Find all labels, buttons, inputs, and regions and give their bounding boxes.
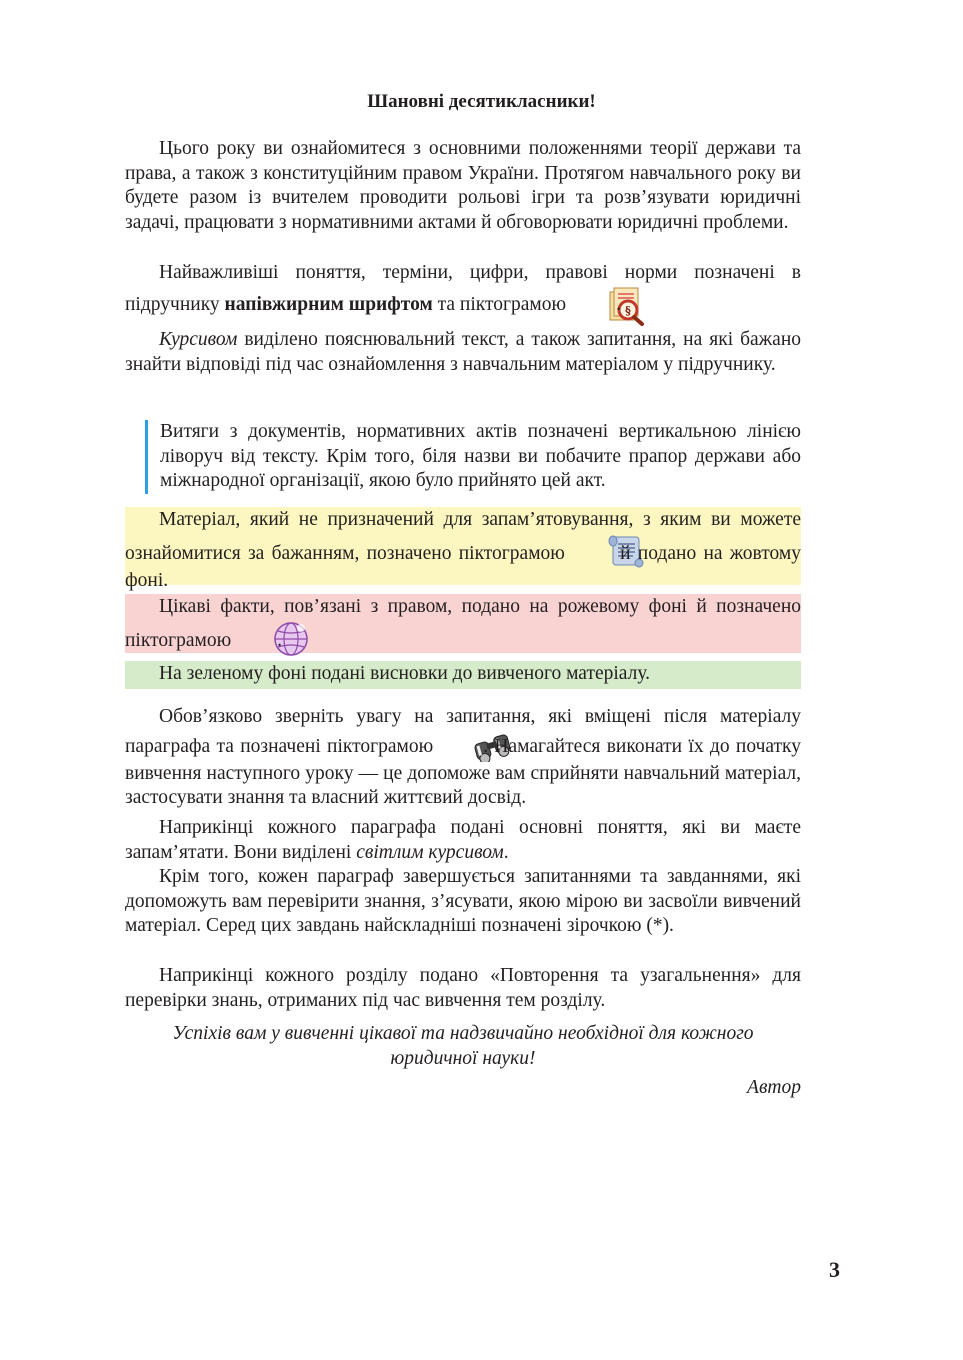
text-segment: . bbox=[616, 293, 621, 315]
author-signature: Автор bbox=[747, 1077, 801, 1098]
intro-paragraph: Цього року ви ознайомитеся з основними положеннями теорії держави та права, а також з конституційним правом України. Протягом навчального року ви будете разом із вчителем проводити рольові ігри та розв’язувати юридичні задачі, працювати з нормативними актами й обговорювати юридичні проблеми. bbox=[125, 138, 801, 233]
scroll-icon bbox=[571, 533, 613, 569]
green-box-text: На зеленому фоні подані висновки до вивченого матеріалу. bbox=[159, 663, 651, 684]
italic-phrase: світлим курсивом bbox=[356, 841, 504, 863]
text-segment: . bbox=[277, 629, 283, 651]
bold-terms-paragraph bbox=[125, 261, 801, 326]
wish-line: юридичної науки! bbox=[390, 1048, 536, 1069]
yellow-box-text bbox=[125, 508, 801, 593]
italic-word: Курсивом bbox=[159, 329, 238, 350]
closing-wish bbox=[125, 1021, 801, 1071]
bold-phrase: напівжирним шрифтом bbox=[224, 293, 433, 315]
svg-text:§: § bbox=[625, 303, 631, 317]
pink-box bbox=[125, 594, 801, 653]
green-box bbox=[125, 661, 801, 689]
binoculars-icon bbox=[437, 730, 481, 762]
text-segment: Матеріал, який не призначений для запам’ятовування, з яким ви можете ознайомитися за бажанням, позначено піктограмою bbox=[125, 509, 801, 564]
text-segment: . bbox=[503, 841, 509, 863]
yellow-box bbox=[125, 507, 801, 591]
questions-paragraph bbox=[125, 705, 801, 811]
pink-box-text bbox=[125, 595, 801, 658]
key-concepts-paragraph bbox=[125, 816, 801, 865]
page-number: 3 bbox=[829, 1257, 840, 1282]
text-segment: Обов’язково зверніть увагу на запитання, які вміщені після матеріалу параграфа та позначені піктограмою bbox=[125, 706, 801, 757]
text-segment: виділено пояснювальний текст, а також запитання, на які бажано знайти відповіді під час ознайомлення з навчальним матеріалом у підручнику. bbox=[125, 329, 801, 375]
text-segment: Цікаві факти, пов’язані з правом, подано на рожевому фоні й позначено піктограмою bbox=[125, 596, 801, 651]
excerpt-note: Витяги з документів, нормативних актів позначені вертикальною лінією ліворуч від тексту. Крім того, біля назви ви побачите прапор держави або міжнародної організації, якою було прийнято цей акт. bbox=[145, 420, 801, 494]
text-segment: Наприкінці кожного параграфа подані основні поняття, які ви маєте запам’ятати. Вони виділені bbox=[125, 817, 801, 863]
italic-explanation-paragraph bbox=[125, 328, 801, 377]
tasks-paragraph: Крім того, кожен параграф завершується запитаннями та завданнями, які допоможуть вам перевірити знання, з’ясувати, якою мірою ви засвоїли вивчений матеріал. Серед цих завдань найскладніші позначені зірочкою (*). bbox=[125, 866, 801, 937]
text-segment: та піктограмою bbox=[432, 293, 567, 315]
text-segment: . Намагайтеся виконати їх до початку вивчення наступного уроку — це допоможе вам сприйняти навчальний матеріал, застосувати знання та власний життєвий досвід. bbox=[125, 735, 802, 809]
page-title: Шановні десятикласники! bbox=[367, 91, 596, 112]
review-paragraph: Наприкінці кожного розділу подано «Повторення та узагальнення» для перевірки знань, отриманих під час вивчення тем розділу. bbox=[125, 965, 801, 1011]
wish-line: Успіхів вам у вивченні цікавої та надзвичайно необхідної для кожного bbox=[172, 1023, 754, 1044]
text-segment: Найважливіші поняття, терміни, цифри, правові норми позначені в підручнику bbox=[125, 262, 801, 315]
text-segment: й подано на жовтому фоні. bbox=[125, 542, 801, 591]
document-magnifier-icon bbox=[572, 286, 631, 326]
globe-icon bbox=[237, 620, 277, 658]
